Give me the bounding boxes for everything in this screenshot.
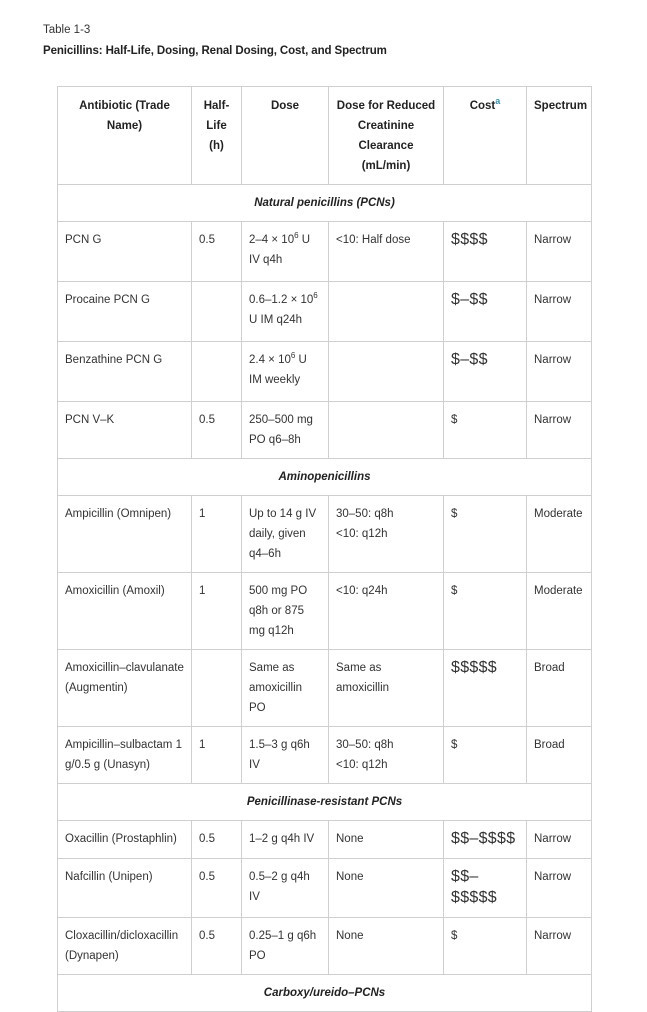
dose-value: 1–2 g q4h IV [242,821,329,859]
renal-dose-line1: 30–50: q8h [336,508,394,520]
cost-symbols: $$$$$ [451,659,497,676]
spectrum-value: Narrow [527,918,592,975]
table-row [58,282,592,342]
penicillin-table [57,86,592,1012]
header-renal-line1: Dose for Reduced [336,100,436,112]
header-half-life-line2: Life [206,120,227,132]
section-natural-penicillins: Natural penicillins (PCNs) [58,185,592,222]
header-cost-label: Cost [469,100,496,112]
dose-value: Same as amoxicillin PO [242,650,329,727]
spectrum-value: Narrow [527,342,592,402]
half-life-value: 0.5 [192,402,242,459]
renal-dose-line2: <10: q12h [336,759,388,771]
header-row [58,87,592,185]
half-life-value: 1 [192,496,242,573]
spectrum-value: Narrow [527,821,592,859]
cost-value [444,821,527,859]
header-renal-line3: Clearance (mL/min) [358,140,414,172]
renal-dose-value [329,282,444,342]
cost-symbols: $–$$ [451,351,488,368]
section-row [58,784,592,821]
header-dose: Dose [242,87,329,185]
spectrum-value: Narrow [527,859,592,918]
renal-dose-value [329,342,444,402]
antibiotic-name: Oxacillin (Prostaphlin) [58,821,192,859]
renal-dose-value: None [329,859,444,918]
renal-dose-value: Same as amoxicillin [329,650,444,727]
table-row [58,727,592,784]
dose-value: 500 mg PO q8h or 875 mg q12h [242,573,329,650]
renal-dose-value [329,496,444,573]
cost-value: $ [444,573,527,650]
dose-text: 0.6–1.2 × 10 [249,294,314,306]
cost-value [444,282,527,342]
dose-text-tail: U IM weekly [249,354,307,386]
dose-text-tail: U IV q4h [249,234,311,266]
header-half-life-line1: Half- [203,100,230,112]
dose-exponent: 6 [313,291,318,301]
antibiotic-name: Ampicillin (Omnipen) [58,496,192,573]
half-life-value: 0.5 [192,918,242,975]
cost-value [444,650,527,727]
table-title: Penicillins: Half-Life, Dosing, Renal Dosing, Cost, and Spectrum [43,45,387,57]
table-row [58,859,592,918]
renal-dose-line2: <10: q12h [336,528,388,540]
table-number: Table 1-3 [43,24,91,36]
dose-text: 2–4 × 10 [249,234,295,246]
table-row [58,402,592,459]
section-row [58,459,592,496]
dose-value: Up to 14 g IV daily, given q4–6h [242,496,329,573]
dose-value: 0.25–1 g q6h PO [242,918,329,975]
antibiotic-name: Ampicillin–sulbactam 1 g/0.5 g (Unasyn) [58,727,192,784]
dose-value [242,342,329,402]
spectrum-value: Broad [527,650,592,727]
cost-value: $ [444,402,527,459]
renal-dose-value [329,402,444,459]
cost-symbols: $$–$$$$$ [451,868,497,906]
renal-dose-value: <10: q24h [329,573,444,650]
cost-value [444,859,527,918]
cost-value: $ [444,918,527,975]
spectrum-value: Moderate [527,573,592,650]
spectrum-value: Narrow [527,402,592,459]
header-cost [444,87,527,185]
dose-exponent: 6 [294,231,299,241]
half-life-value: 1 [192,727,242,784]
spectrum-value: Broad [527,727,592,784]
table-row [58,573,592,650]
table-row [58,918,592,975]
header-half-life [192,87,242,185]
renal-dose-value: None [329,821,444,859]
dose-text-tail: U IM q24h [249,314,303,326]
spectrum-value: Narrow [527,222,592,282]
antibiotic-name: PCN V–K [58,402,192,459]
dose-exponent: 6 [290,351,296,361]
table-row [58,342,592,402]
section-carboxy-ureido: Carboxy/ureido–PCNs [58,975,592,1012]
antibiotic-name: Amoxicillin (Amoxil) [58,573,192,650]
cost-symbols: $–$$ [451,291,488,308]
half-life-value [192,282,242,342]
cost-symbols: $$–$$$$ [451,830,516,847]
antibiotic-name: Cloxacillin/dicloxacillin (Dynapen) [58,918,192,975]
renal-dose-line1: 30–50: q8h [336,739,394,751]
dose-value: 250–500 mg PO q6–8h [242,402,329,459]
dose-value [242,222,329,282]
antibiotic-name: Nafcillin (Unipen) [58,859,192,918]
section-row [58,185,592,222]
header-renal-dose [329,87,444,185]
cost-footnote-link[interactable]: a [495,96,501,107]
half-life-value: 0.5 [192,821,242,859]
antibiotic-name: PCN G [58,222,192,282]
antibiotic-name: Procaine PCN G [58,282,192,342]
half-life-value: 0.5 [192,222,242,282]
renal-dose-value: None [329,918,444,975]
header-renal-line2: Creatinine [357,120,415,132]
dose-value: 0.5–2 g q4h IV [242,859,329,918]
half-life-value: 0.5 [192,859,242,918]
header-half-life-line3: (h) [209,140,224,152]
table-row [58,650,592,727]
table-row [58,821,592,859]
section-row [58,975,592,1012]
section-penicillinase-resistant: Penicillinase-resistant PCNs [58,784,592,821]
cost-value: $ [444,496,527,573]
cost-symbols: $$$$ [451,231,488,248]
dose-value [242,282,329,342]
half-life-value: 1 [192,573,242,650]
half-life-value [192,650,242,727]
spectrum-value: Narrow [527,282,592,342]
dose-text: 2.4 × 10 [249,354,291,366]
spectrum-value: Moderate [527,496,592,573]
cost-value: $ [444,727,527,784]
antibiotic-name: Amoxicillin–clavulanate (Augmentin) [58,650,192,727]
section-aminopenicillins: Aminopenicillins [58,459,592,496]
cost-value [444,222,527,282]
half-life-value [192,342,242,402]
header-spectrum: Spectrum [527,87,592,185]
antibiotic-name: Benzathine PCN G [58,342,192,402]
table-row [58,496,592,573]
cost-value [444,342,527,402]
header-antibiotic: Antibiotic (Trade Name) [58,87,192,185]
dose-value: 1.5–3 g q6h IV [242,727,329,784]
table-row [58,222,592,282]
renal-dose-value [329,727,444,784]
renal-dose-value: <10: Half dose [329,222,444,282]
